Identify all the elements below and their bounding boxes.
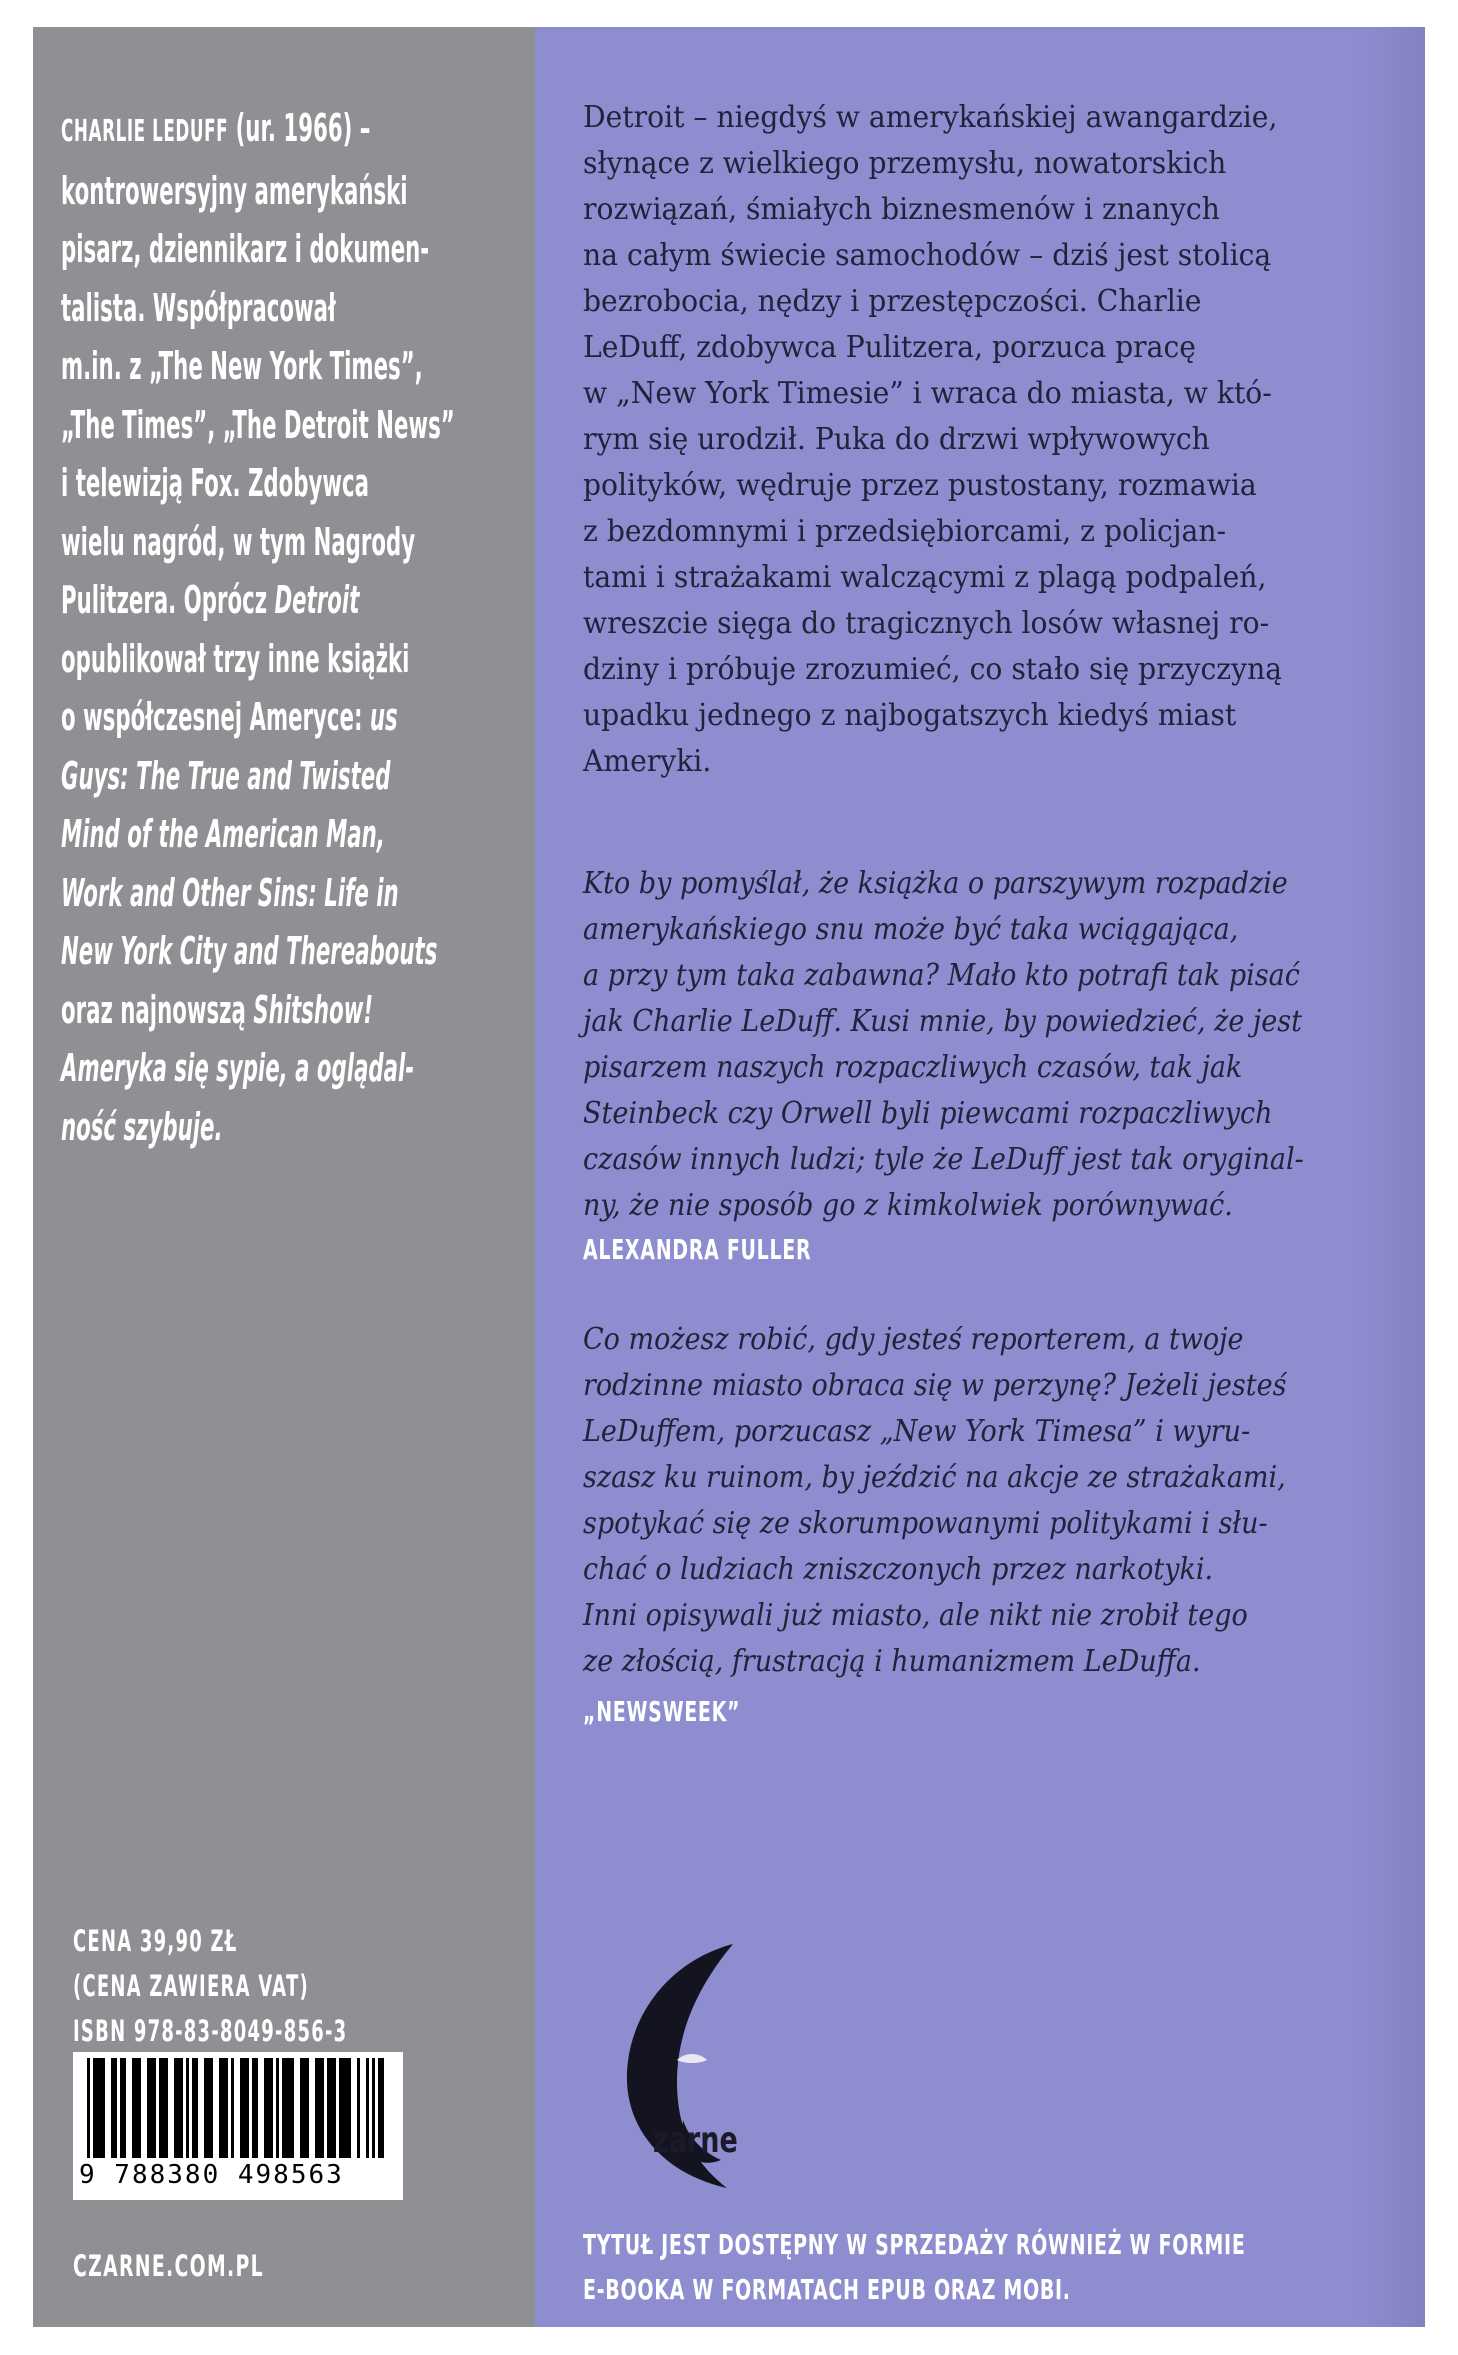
- barcode-bar: [357, 2058, 360, 2158]
- review-quote-fuller: [583, 861, 1321, 1229]
- author-bio: [61, 99, 515, 1156]
- barcode-bar: [87, 2058, 90, 2158]
- barcode-bar: [378, 2058, 384, 2158]
- quote-attribution-fuller: ALEXANDRA FULLER: [583, 1233, 812, 1266]
- bio-line: [61, 571, 515, 630]
- description-line: LeDuff, zdobywca Pulitzera, porzuca pracę: [583, 330, 1196, 365]
- bio-line: [61, 747, 515, 806]
- bio-line: [61, 688, 515, 747]
- book-title: us: [369, 695, 398, 739]
- quote-line: amerykańskiego snu może być taka wciągająca,: [583, 912, 1239, 947]
- barcode-bar: [147, 2058, 156, 2158]
- book-title: Shitshow!: [253, 987, 374, 1032]
- book-title: Detroit: [274, 578, 360, 622]
- quote-line: czasów innych ludzi; tyle że LeDuff jest tak oryginal-: [583, 1142, 1304, 1177]
- barcode-bar: [372, 2058, 375, 2158]
- book-description: [583, 95, 1354, 785]
- book-title: Guys: The True and Twisted: [61, 753, 391, 798]
- barcode-bar: [159, 2058, 168, 2158]
- bio-line: „The Times”, „The Detroit News”: [61, 402, 455, 447]
- bio-text: oraz najnowszą: [61, 987, 254, 1032]
- bio-line: [61, 99, 515, 162]
- barcode-bar: [252, 2058, 258, 2158]
- barcode-bar: [219, 2058, 228, 2158]
- author-panel: [33, 27, 535, 2327]
- bio-line: [61, 1098, 515, 1157]
- ebook-availability-note: [583, 2222, 1246, 2312]
- quote-line: spotykać się ze skorumpowanymi politykami i słu-: [583, 1506, 1268, 1541]
- quote-line: szasz ku ruinom, by jeździć na akcje ze strażakami,: [583, 1460, 1286, 1495]
- barcode-bar: [132, 2058, 141, 2158]
- description-line: z bezdomnymi i przedsiębiorcami, z policjan-: [583, 514, 1227, 549]
- barcode-bar: [315, 2058, 324, 2158]
- bio-text: o współczesnej Ameryce:: [61, 695, 370, 739]
- barcode-bar: [93, 2058, 105, 2158]
- book-title: ność szybuje.: [61, 1104, 223, 1149]
- description-line: na całym świecie samochodów – dziś jest stolicą: [583, 238, 1272, 273]
- quote-line: ze złością, frustracją i humanizmem LeDuffa.: [583, 1644, 1201, 1679]
- quote-line: Kto by pomyślał, że książka o parszywym rozpadzie: [583, 866, 1288, 901]
- barcode-bar: [339, 2058, 351, 2158]
- bio-line: pisarz, dziennikarz i dokumen-: [61, 227, 430, 271]
- quote-line: LeDuffem, porzucasz „New York Timesa” i wyru-: [583, 1414, 1251, 1449]
- bio-line: opublikował trzy inne książki: [61, 636, 410, 681]
- barcode-bar: [231, 2058, 234, 2158]
- description-line: polityków, wędruje przez pustostany, rozmawia: [583, 468, 1257, 503]
- barcode-bar: [327, 2058, 336, 2158]
- bio-line: i telewizją Fox. Zdobywca: [61, 461, 369, 505]
- bio-line: [61, 805, 515, 864]
- bio-line: kontrowersyjny amerykański: [61, 168, 408, 213]
- price-block: [73, 1919, 395, 2054]
- ebook-note-line: E-BOOKA W FORMATACH EPUB ORAZ MOBI.: [583, 2273, 1071, 2306]
- quote-line: pisarzem naszych rozpaczliwych czasów, tak jak: [583, 1050, 1243, 1085]
- book-title: Ameryka się sypie, a oglądal-: [61, 1046, 415, 1090]
- barcode-bar: [300, 2058, 309, 2158]
- bio-line: m.in. z „The New York Times”,: [61, 344, 423, 388]
- quote-line: Inni opisywali już miasto, ale nikt nie zrobił tego: [583, 1598, 1248, 1633]
- barcode-bar: [174, 2058, 183, 2158]
- barcode-bar: [240, 2058, 249, 2158]
- isbn-text: ISBN 978-83-8049-856-3: [73, 2014, 348, 2048]
- quote-line: ny, że nie sposób go z kimkolwiek porównywać.: [583, 1188, 1233, 1223]
- vat-note: (CENA ZAWIERA VAT): [73, 1969, 309, 2003]
- barcode-bar: [366, 2058, 369, 2158]
- barcode-bar: [276, 2058, 279, 2158]
- description-line: rozwiązań, śmiałych biznesmenów i znanych: [583, 192, 1220, 227]
- description-panel: [535, 27, 1425, 2327]
- description-line: tami i strażakami walczącymi z plagą podpaleń,: [583, 560, 1267, 595]
- barcode-bar: [282, 2058, 294, 2158]
- author-name: CHARLIE LEDUFF: [61, 114, 229, 149]
- bio-line: [61, 922, 515, 981]
- description-line: Ameryki.: [583, 744, 712, 779]
- bio-text: Pulitzera. Oprócz: [61, 578, 275, 622]
- bio-line: wielu nagród, w tym Nagrody: [61, 519, 416, 564]
- barcode-bar: [192, 2058, 198, 2158]
- bio-text: (ur. 1966) –: [228, 106, 371, 150]
- bio-line: [61, 981, 515, 1040]
- bio-line: talista. Współpracował: [61, 285, 336, 330]
- description-line: słynące z wielkiego przemysłu, nowatorskich: [583, 146, 1227, 181]
- description-line: dziny i próbuje zrozumieć, co stało się przyczyną: [583, 652, 1283, 687]
- barcode-bar: [120, 2058, 126, 2158]
- publisher-logo-text: zarne: [653, 2120, 738, 2161]
- review-quote-newsweek: [583, 1317, 1321, 1685]
- description-line: upadku jednego z najbogatszych kiedyś miast: [583, 698, 1237, 733]
- quote-attribution-newsweek: „NEWSWEEK”: [583, 1695, 741, 1728]
- book-back-cover: [33, 27, 1425, 2327]
- quote-line: chać o ludziach zniszczonych przez narkotyki.: [583, 1552, 1214, 1587]
- book-title: Mind of the American Man,: [61, 812, 385, 856]
- quote-line: jak Charlie LeDuff. Kusi mnie, by powiedzieć, że jest: [583, 1004, 1302, 1039]
- description-line: rym się urodził. Puka do drzwi wpływowych: [583, 422, 1210, 457]
- bio-line: [61, 864, 515, 923]
- description-line: w „New York Timesie” i wraca do miasta, w któ-: [583, 376, 1272, 411]
- quote-line: Steinbeck czy Orwell byli piewcami rozpaczliwych: [583, 1096, 1273, 1131]
- barcode: [73, 2052, 403, 2200]
- barcode-bar: [186, 2058, 189, 2158]
- price-text: CENA 39,90 ZŁ: [73, 1924, 238, 1958]
- description-line: Detroit – niegdyś w amerykańskiej awangardzie,: [583, 100, 1278, 135]
- book-title: New York City and Thereabouts: [61, 929, 438, 973]
- barcode-digits: 9 788380 498563: [79, 2160, 344, 2190]
- publisher-website: CZARNE.COM.PL: [73, 2249, 264, 2283]
- description-line: wreszcie sięga do tragicznych losów własnej ro-: [583, 606, 1270, 641]
- ebook-note-line: TYTUŁ JEST DOSTĘPNY W SPRZEDAŻY RÓWNIEŻ W FORMIE: [583, 2228, 1246, 2261]
- edge-shadow: [1355, 27, 1425, 2327]
- bio-line: [61, 1039, 515, 1098]
- book-title: Work and Other Sins: Life in: [61, 870, 399, 915]
- barcode-bar: [264, 2058, 273, 2158]
- description-line: bezrobocia, nędzy i przestępczości. Charlie: [583, 284, 1202, 319]
- quote-line: rodzinne miasto obraca się w perzynę? Jeżeli jesteś: [583, 1368, 1287, 1403]
- barcode-bar: [111, 2058, 117, 2158]
- barcode-bar: [204, 2058, 213, 2158]
- barcode-bars: [73, 2052, 403, 2164]
- quote-line: Co możesz robić, gdy jesteś reporterem, a twoje: [583, 1322, 1244, 1357]
- quote-line: a przy tym taka zabawna? Mało kto potrafi tak pisać: [583, 958, 1300, 993]
